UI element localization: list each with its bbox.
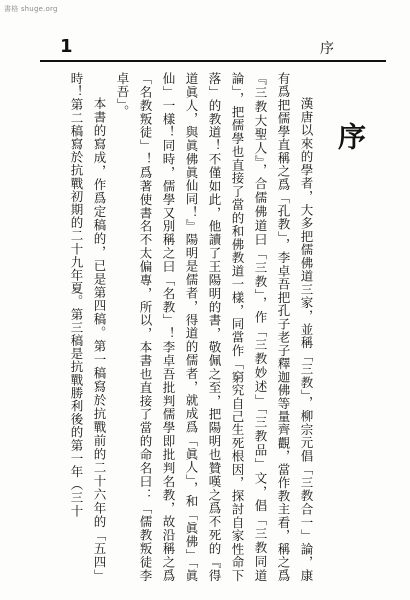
page-number: 1 xyxy=(60,36,73,57)
running-head: 序 xyxy=(320,41,342,57)
body-text xyxy=(18,72,318,582)
paragraph-2: 本書的寫成，作爲定稿的，已是第四稿。第一稿寫於抗戰前的二十六年的「五四」時！第二稿寫於抗戰初期的二十九年夏。第三稿是抗戰勝利後的第一年（三十 xyxy=(69,72,107,582)
header-rule xyxy=(40,60,386,62)
watermark: 書格 shuge.org xyxy=(4,5,58,13)
chapter-title: 序 xyxy=(334,122,367,150)
paragraph-1: 漢唐以來的學者，大多把儒佛道三家，並稱「三教」，柳宗元倡「三教合一」論，康有爲把儒學直稱之爲「孔教」，李卓吾把孔子老子釋迦佛等量齊觀，當作教主看，稱之爲『三教大聖人』，合儒佛道曰「三教」，作「三教妙述」「三教品」文，倡「三教同道論」，把儒學也直接了當的和佛教道一樣，同當作「窮究自己生死根因，探討自家性命下落」的教道！不僅如此，他讀了王陽明的書，敬佩之至，把陽明也贊嘆之爲不死的『得道眞人，與眞佛眞仙同！』陽明是儒者，得道的儒者，就成爲「眞人」，和「眞佛」「眞仙」一樣！同時，儒學又別稱之曰「名教」！李卓吾批判儒學即批判名教，故沿稱之爲「名教叛徒」！爲著使書名不太偏專，所以，本書也直接了當的命名曰：「儒教叛徒李卓吾」。 xyxy=(115,72,314,582)
